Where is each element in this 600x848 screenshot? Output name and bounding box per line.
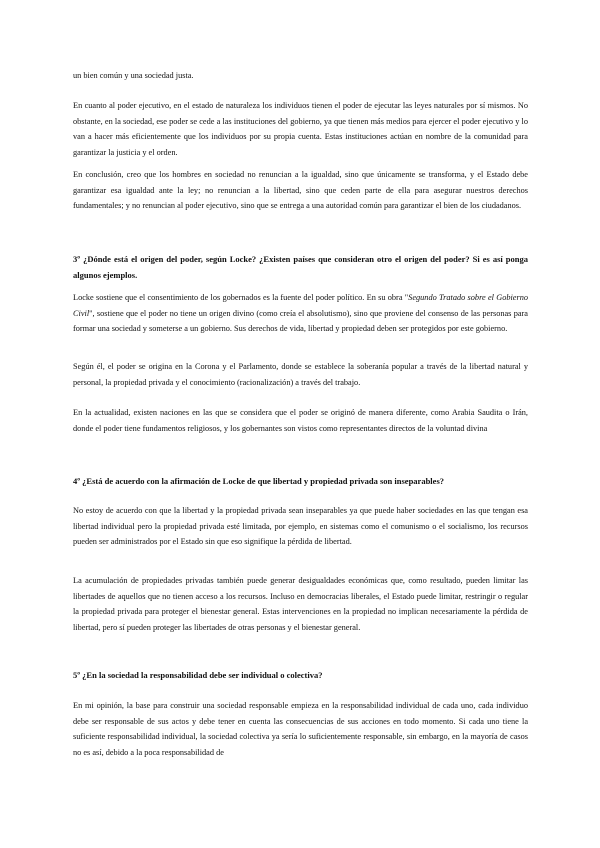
paragraph-locke-consentimiento [73, 290, 528, 337]
paragraph-responsabilidad: En mi opinión, la base para construir una sociedad responsable empieza en la responsabilidad individual de cada uno, cada individuo debe ser responsable de sus actos y debe tener en cuenta las consecuencias de sus acciones en todo momento. Si cada uno tiene la suficiente responsabilidad individual, la sociedad colectiva ya sería lo suficientemente responsable, sin embargo, en la mayoría de casos no es así, debido a la poca responsabilidad de [73, 701, 528, 757]
paragraph-conclusion: En conclusión, creo que los hombres en sociedad no renuncian a la igualdad, sino que únicamente se transforma, y el Estado debe garantizar esa igualdad ante la ley; no renuncian a la libertad, sino que ceden parte de ella para asegurar nuestros derechos fundamentales; y no renuncian al poder ejecutivo, sino que se entrega a una autoridad común para garantizar el bien de los ciudadanos. [73, 170, 528, 210]
paragraph-poder-ejecutivo: En cuanto al poder ejecutivo, en el estado de naturaleza los individuos tienen el poder de ejecutar las leyes naturales por sí mismos. No obstante, en la sociedad, ese poder se cede a las instituciones del gobierno, ya que tienen más medios para ejercer el poder ejecutivo y lo van a hacer más eficientemente que los individuos por su propia cuenta. Estas instituciones actúan en nombre de la comunidad para garantizar la justicia y el orden. [73, 101, 528, 157]
paragraph-desacuerdo: No estoy de acuerdo con que la libertad y la propiedad privada sean inseparables ya que puede haber sociedades en las que tengan esa libertad individual pero la propiedad privada esté limitada, por ejemplo, en sistemas como el comunismo o el socialismo, los recursos pueden ser administrados por el Estado sin que eso signifique la pérdida de libertad. [73, 506, 528, 546]
question-4-heading: 4º ¿Está de acuerdo con la afirmación de Locke de que libertad y propiedad privada son inseparables? [73, 476, 445, 486]
paragraph-locke-text-start: Locke sostiene que el consentimiento de los gobernados es la fuente del poder político. En su obra " [73, 293, 409, 302]
question-5-heading: 5º ¿En la sociedad la responsabilidad debe ser individual o colectiva? [73, 670, 323, 680]
question-3-heading: 3º ¿Dónde está el origen del poder, según Locke? ¿Existen países que consideran otro el origen del poder? Si es así ponga algunos ejemplos. [73, 254, 528, 280]
book-title: Segundo Tratado sobre el Gobierno Civil [73, 293, 529, 318]
paragraph-origen-poder: Según él, el poder se origina en la Corona y el Parlamento, donde se establece la soberanía popular a través de la libertad natural y personal, la propiedad privada y el conocimiento (racionalización) a través del trabajo. [73, 362, 528, 387]
paragraph-locke-text-end: ", sostiene que el poder no tiene un origen divino (como creía el absolutismo), sino que proviene del consenso de las personas para formar una sociedad y someterse a un gobierno. Sus derechos de vida, libertad y propiedad deben ser protegidos por este gobierno. [73, 308, 528, 333]
paragraph-acumulacion: La acumulación de propiedades privadas también puede generar desigualdades económicas que, como resultado, pueden limitar las libertades de aquellos que no tienen acceso a los recursos. Incluso en democracias liberales, el Estado puede limitar, restringir o regular la propiedad privada para proteger el bienestar general. Estas intervenciones en la propiedad no implican necesariamente la pérdida de libertad, pero sí pueden proteger las libertades de otras personas y el bienestar general. [73, 576, 528, 632]
paragraph-bien-comun: un bien común y una sociedad justa. [73, 71, 194, 80]
paragraph-actualidad: En la actualidad, existen naciones en las que se considera que el poder se originó de manera diferente, como Arabia Saudita o Irán, donde el poder tiene fundamentos religiosos, y los gobernantes son vistos como representantes directos de la voluntad divina [73, 408, 528, 433]
